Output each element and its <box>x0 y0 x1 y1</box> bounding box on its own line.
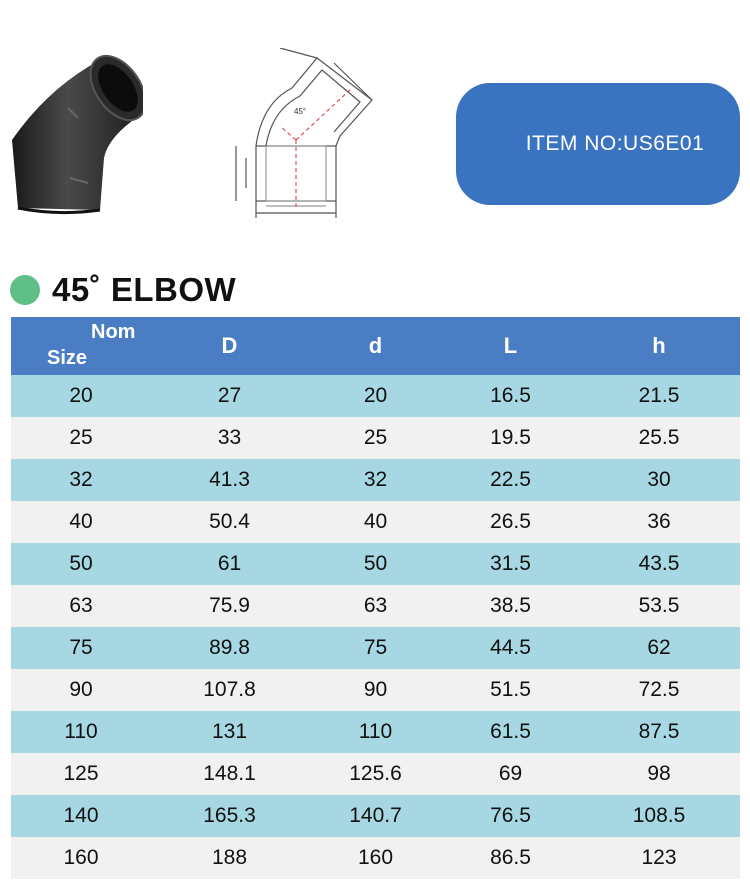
table-row <box>11 585 740 627</box>
table-row <box>11 837 740 879</box>
table-cell: 40 <box>11 501 151 543</box>
elbow-product-photo <box>8 48 143 218</box>
table-cell: 22.5 <box>443 459 578 501</box>
table-cell: 140 <box>11 795 151 837</box>
table-cell: 108.5 <box>578 795 740 837</box>
header-inner-diameter: d <box>308 317 443 375</box>
header-height: h <box>578 317 740 375</box>
table-row <box>11 375 740 417</box>
table-cell: 86.5 <box>443 837 578 879</box>
table-row <box>11 501 740 543</box>
table-cell: 75 <box>308 627 443 669</box>
table-cell: 125 <box>11 753 151 795</box>
table-cell: 90 <box>11 669 151 711</box>
table-cell: 165.3 <box>151 795 308 837</box>
table-cell: 188 <box>151 837 308 879</box>
table-cell: 36 <box>578 501 740 543</box>
header-size: Size <box>47 347 88 369</box>
table-cell: 62 <box>578 627 740 669</box>
table-cell: 90 <box>308 669 443 711</box>
table-cell: 31.5 <box>443 543 578 585</box>
table-row <box>11 417 740 459</box>
table-cell: 110 <box>11 711 151 753</box>
table-cell: 32 <box>308 459 443 501</box>
table-row <box>11 753 740 795</box>
table-cell: 25 <box>308 417 443 459</box>
table-cell: 43.5 <box>578 543 740 585</box>
table-cell: 76.5 <box>443 795 578 837</box>
section-heading <box>10 270 236 310</box>
item-number-box <box>456 83 740 205</box>
table-cell: 107.8 <box>151 669 308 711</box>
header-length: L <box>443 317 578 375</box>
table-cell: 50 <box>308 543 443 585</box>
elbow-technical-drawing <box>222 48 382 223</box>
table-cell: 41.3 <box>151 459 308 501</box>
table-cell: 148.1 <box>151 753 308 795</box>
table-cell: 25 <box>11 417 151 459</box>
table-cell: 160 <box>308 837 443 879</box>
table-cell: 75 <box>11 627 151 669</box>
table-cell: 27 <box>151 375 308 417</box>
dimension-table <box>11 317 740 879</box>
table-cell: 51.5 <box>443 669 578 711</box>
header-outer-diameter: D <box>151 317 308 375</box>
header-nom: Nom <box>91 321 136 343</box>
table-cell: 69 <box>443 753 578 795</box>
table-cell: 75.9 <box>151 585 308 627</box>
table-cell: 32 <box>11 459 151 501</box>
table-cell: 63 <box>308 585 443 627</box>
table-cell: 123 <box>578 837 740 879</box>
table-cell: 44.5 <box>443 627 578 669</box>
table-cell: 61 <box>151 543 308 585</box>
table-cell: 50.4 <box>151 501 308 543</box>
table-cell: 38.5 <box>443 585 578 627</box>
header-nom-size <box>11 317 151 375</box>
table-cell: 33 <box>151 417 308 459</box>
table-header-row <box>11 317 740 375</box>
item-number-text: ITEM NO:US6E01 <box>525 132 705 155</box>
table-cell: 160 <box>11 837 151 879</box>
table-cell: 30 <box>578 459 740 501</box>
table-cell: 25.5 <box>578 417 740 459</box>
table-cell: 16.5 <box>443 375 578 417</box>
dimension-table-wrapper <box>11 317 740 879</box>
table-row <box>11 711 740 753</box>
table-cell: 26.5 <box>443 501 578 543</box>
table-cell: 21.5 <box>578 375 740 417</box>
table-cell: 110 <box>308 711 443 753</box>
table-cell: 63 <box>11 585 151 627</box>
table-row <box>11 459 740 501</box>
table-cell: 20 <box>308 375 443 417</box>
table-cell: 125.6 <box>308 753 443 795</box>
table-cell: 20 <box>11 375 151 417</box>
page-title: 45˚ ELBOW <box>52 271 237 308</box>
table-row <box>11 669 740 711</box>
table-cell: 53.5 <box>578 585 740 627</box>
table-cell: 19.5 <box>443 417 578 459</box>
table-cell: 87.5 <box>578 711 740 753</box>
green-dot-icon <box>10 275 40 305</box>
table-cell: 98 <box>578 753 740 795</box>
table-row <box>11 795 740 837</box>
table-cell: 89.8 <box>151 627 308 669</box>
table-cell: 72.5 <box>578 669 740 711</box>
table-cell: 61.5 <box>443 711 578 753</box>
table-cell: 140.7 <box>308 795 443 837</box>
angle-label: 45° <box>294 107 307 116</box>
table-row <box>11 543 740 585</box>
table-cell: 50 <box>11 543 151 585</box>
table-cell: 131 <box>151 711 308 753</box>
table-cell: 40 <box>308 501 443 543</box>
table-row <box>11 627 740 669</box>
